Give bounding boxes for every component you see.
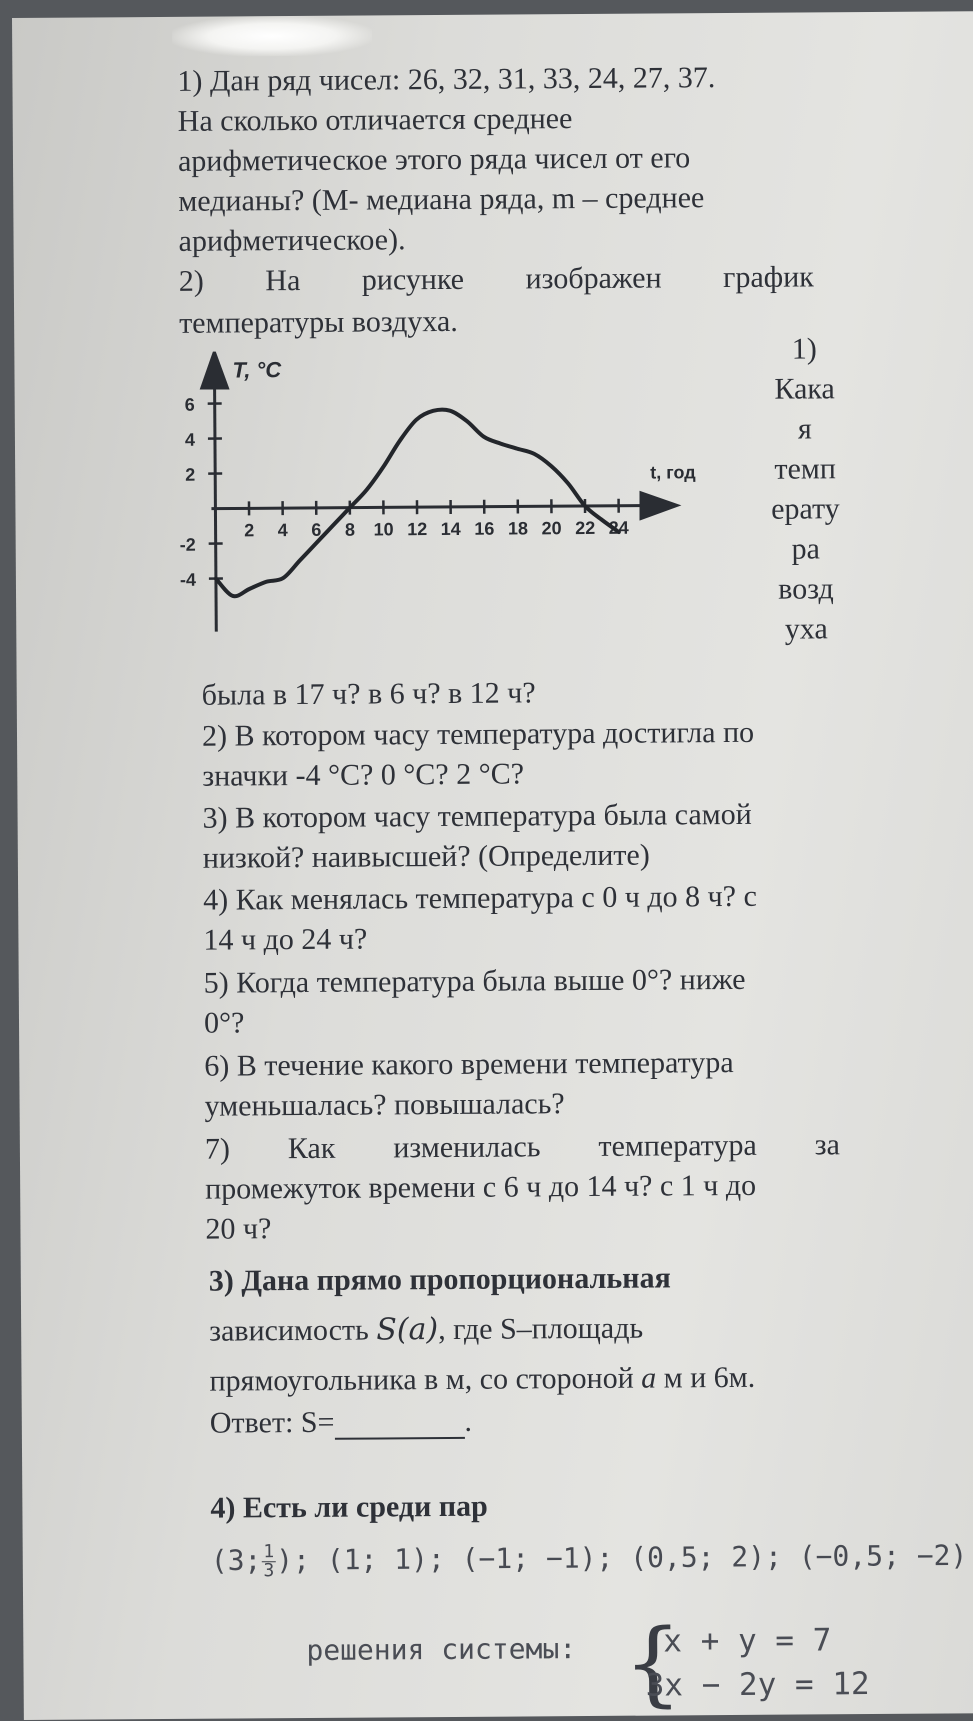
side-text-part: возд	[751, 572, 861, 607]
task4-line1: 4) Есть ли среди пар	[210, 1490, 488, 1526]
task1-line4: медианы? (M- медиана ряда, m – среднее	[178, 181, 704, 219]
y-tick-label: -2	[180, 535, 196, 555]
q7-word: за	[815, 1128, 840, 1162]
temperature-chart	[164, 348, 746, 672]
q6-line2: уменьшалась? повышалась?	[204, 1087, 564, 1124]
q7-word: Как	[288, 1132, 336, 1166]
q7-number: 7)	[205, 1133, 230, 1167]
q7-word: изменилась	[393, 1130, 540, 1165]
answer-end: .	[464, 1405, 472, 1438]
q3-line1: 3) В котором часу температура была самой	[202, 798, 751, 836]
task2-word-risunke: рисунке	[362, 263, 464, 298]
worksheet-page	[12, 11, 973, 1720]
q4-line2: 14 ч до 24 ч?	[203, 923, 367, 958]
task1-line1: 1) Дан ряд чисел: 26, 32, 31, 33, 24, 27, 37.	[177, 61, 715, 99]
y-tick-label: 2	[185, 465, 195, 485]
task1-line3: арифметическое этого ряда чисел от его	[178, 141, 690, 179]
answer-blank[interactable]	[334, 1411, 464, 1440]
q2-line2: значки -4 °С? 0 °С? 2 °С?	[202, 757, 524, 793]
q5-line1: 5) Когда температура была выше 0°? ниже	[204, 963, 746, 1001]
task2-word-na: На	[265, 264, 300, 298]
q7-line1	[205, 1128, 840, 1166]
x-tick-label: 18	[508, 518, 528, 538]
x-tick-label: 10	[373, 519, 393, 539]
task3-text: , со стороной	[465, 1362, 634, 1396]
side-text-part: Кака	[749, 372, 859, 407]
fraction-one-third	[261, 1543, 276, 1580]
x-tick-label: 6	[311, 520, 321, 540]
task3-variable: a	[641, 1362, 656, 1395]
q1-continuation: была в 17 ч? в 6 ч? в 12 ч?	[202, 676, 536, 712]
q4-line1: 4) Как менялась температура с 0 ч до 8 ч? с	[203, 880, 757, 918]
side-text-part: уха	[751, 612, 861, 647]
light-glare	[172, 15, 372, 56]
task3-line2	[209, 1312, 643, 1349]
y-axis-label: T, °C	[232, 357, 282, 382]
system-brace: {	[623, 1617, 682, 1709]
q6-line1: 6) В течение какого времени температура	[204, 1046, 734, 1084]
task3-text: зависимость	[209, 1314, 369, 1348]
task3-answer	[210, 1405, 472, 1441]
task3-text: прямоугольника в м	[209, 1363, 464, 1398]
system-label: решения системы:	[306, 1632, 576, 1668]
task1-line2: На сколько отличается среднее	[178, 102, 573, 139]
x-tick-label: 20	[541, 518, 561, 538]
x-tick-label: 14	[441, 519, 461, 539]
task3-text: м и 6м.	[664, 1361, 756, 1395]
q5-line2: 0°?	[204, 1006, 245, 1040]
y-axis	[214, 354, 216, 632]
q2-line1: 2) В котором часу температура достигла по	[202, 716, 754, 754]
task2-number: 2)	[179, 265, 204, 299]
y-tick-label: 4	[185, 430, 195, 450]
q7-word: температура	[598, 1129, 757, 1164]
side-text-part: я	[750, 412, 860, 447]
task3-number: 3) Дана прямо пропорциональная	[209, 1261, 671, 1297]
task4-pairs	[211, 1538, 968, 1580]
x-tick-label: 4	[278, 520, 288, 540]
equation-1: x + y = 7	[663, 1622, 831, 1659]
x-tick-label: 16	[474, 519, 494, 539]
q7-line2: промежуток времени с 6 ч до 14 ч? с 1 ч до	[205, 1169, 756, 1207]
equation-2: 3x − 2y = 12	[646, 1666, 870, 1704]
x-axis-label: t, год	[650, 462, 696, 482]
q7-line3: 20 ч?	[205, 1212, 271, 1246]
pair-open: (3;	[211, 1544, 262, 1577]
task3-function: S(a)	[376, 1312, 438, 1347]
task3-text: , где S–площадь	[438, 1312, 643, 1346]
side-question-number: 1)	[749, 332, 859, 367]
side-text-part: темп	[750, 452, 860, 487]
x-tick-label: 22	[575, 518, 595, 538]
task2-intro-line2: температуры воздуха.	[179, 305, 458, 341]
fraction-numerator: 1	[261, 1543, 276, 1562]
pairs-rest: ); (1; 1); (−1; −1); (0,5; 2); (−0,5; −2)	[276, 1539, 967, 1577]
task2-word-grafik: график	[723, 260, 814, 295]
task2-word-izobrazhen: изображен	[525, 261, 661, 296]
y-tick-label: -4	[180, 570, 196, 590]
fraction-denominator: 3	[261, 1562, 276, 1580]
y-tick-label: 6	[185, 395, 195, 415]
x-tick-label: 2	[244, 520, 254, 540]
answer-label: Ответ: S=	[210, 1406, 335, 1440]
q3-line2: низкой? наивысшей? (Определите)	[203, 839, 650, 876]
task3-line1	[209, 1261, 671, 1298]
task3-line3	[209, 1361, 755, 1399]
task1-line5: арифметическое).	[178, 223, 405, 259]
x-tick-label: 24	[609, 518, 629, 538]
task2-intro-line1	[179, 260, 814, 298]
x-tick-label: 12	[407, 519, 427, 539]
x-tick-label: 8	[345, 520, 355, 540]
side-text-part: ра	[751, 532, 861, 567]
side-text-part: ерату	[750, 492, 860, 527]
x-axis	[211, 505, 675, 508]
